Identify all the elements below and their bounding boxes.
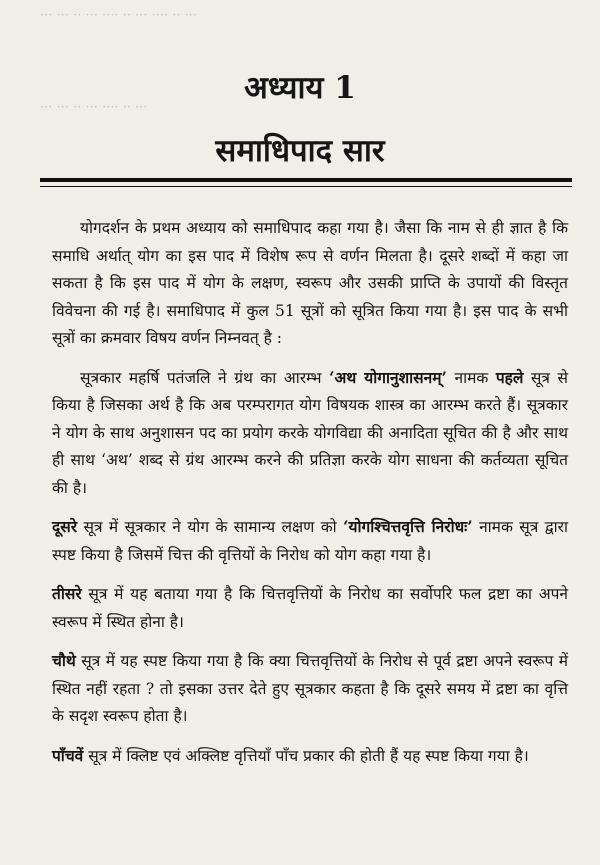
heading-rule-thin xyxy=(40,186,572,187)
paragraph-text: सूत्र में यह बताया गया है कि चित्तवृत्तियों के निरोध का सर्वोपरि फल द्रष्टा का अपने स्वरूप में स्थित होना है। xyxy=(52,585,568,631)
paragraph-text: सूत्रकार महर्षि पतंजलि ने ग्रंथ का आरम्भ xyxy=(80,368,330,387)
ordinal-label: तीसरे xyxy=(52,584,82,603)
sutra-quote: ‘अथ योगानुशासनम्’ xyxy=(329,367,447,387)
sutra-quote: ‘योगश्चित्तवृत्ति निरोधः’ xyxy=(343,517,473,536)
paragraph-sutra-3 xyxy=(52,580,568,636)
ordinal-label: पहले xyxy=(495,367,524,387)
paragraph-text: नामक xyxy=(446,368,496,387)
paragraph-text: सूत्र से किया है जिसका अर्थ है कि अब परम्परागत योग विषयक शास्त्र का आरम्भ करते हैं। सूत्रकार ने योग के साथ अनुशासन पद का प्रयोग करके योगविद्या की अनादिता सूचित की है और साथ ही साथ ‘अथ’ शब्द से ग्रंथ आरम्भ करने की प्रतिज्ञा करके योग साधना की कर्तव्यता सूचित की है। xyxy=(52,368,568,497)
paragraph-sutra-1 xyxy=(52,364,568,503)
ordinal-label: दूसरे xyxy=(52,517,78,536)
paragraph-text: सूत्र में सूत्रकार ने योग के सामान्य लक्षण को xyxy=(77,518,344,536)
paragraph-sutra-4 xyxy=(52,647,568,731)
paragraph-text: सूत्र में यह स्पष्ट किया गया है कि क्या चित्तवृत्तियों के निरोध से पूर्व द्रष्टा अपने स्वरूप में स्थित नहीं रहता ? तो इसका उत्तर देते हुए सूत्रकार कहता है कि दूसरे समय में द्रष्टा का वृत्ति के सदृश स्वरूप होता है। xyxy=(52,652,568,725)
paragraph-intro: योगदर्शन के प्रथम अध्याय को समाधिपाद कहा गया है। जैसा कि नाम से ही ज्ञात है कि समाधि अर्थात् योग का इस पाद में विशेष रूप से वर्णन मिलता है। दूसरे शब्दों में कहा जा सकता है कि इस पाद में योग के लक्षण, स्वरूप और उसकी प्राप्ति के उपायों की विस्तृत विवेचना की गई है। समाधिपाद में कुल 51 सूत्रों को सूत्रित किया गया है। इस पाद के सभी सूत्रों का क्रमवार विषय वर्णन निम्नवत् है : xyxy=(52,219,568,347)
bleed-through-text: ··· ··· ·· ··· ···· ·· ··· xyxy=(40,100,148,115)
paragraph-text: नामक सूत्र द्वारा स्पष्ट किया है जिसमें चित्त की वृत्तियों के निरोध को योग कहा गया है। xyxy=(52,518,568,564)
ordinal-label: पाँचवें xyxy=(52,745,84,765)
paragraph-sutra-5 xyxy=(52,742,568,771)
chapter-heading: अध्याय 1 xyxy=(244,70,356,106)
paragraph-text: सूत्र में क्लिष्ट एवं अक्लिष्ट वृत्तियाँ पाँच प्रकार की होती हैं यह स्पष्ट किया गया है। xyxy=(83,746,529,765)
paragraph-sutra-2 xyxy=(52,513,568,569)
section-title: समाधिपाद सार xyxy=(215,133,385,169)
heading-rule-thick xyxy=(40,178,572,182)
bleed-through-text: ··· ··· ·· ··· ···· ·· ··· ···· ·· ··· xyxy=(40,8,198,23)
body-text xyxy=(52,215,568,781)
ordinal-label: चौथे xyxy=(52,651,76,670)
